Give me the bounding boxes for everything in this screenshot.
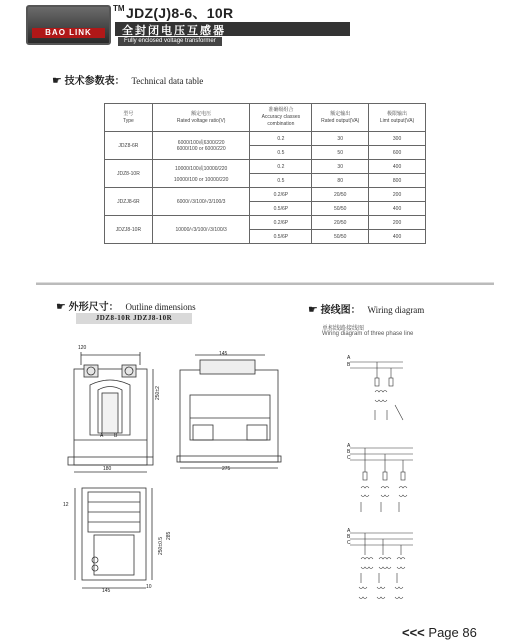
outline-heading-cn: 外形尺寸： <box>68 302 119 313</box>
product-subtitle: Fully enclosed voltage transformer <box>118 37 222 46</box>
wiring2-label-b: B <box>347 449 351 455</box>
dim-side-base: 275 <box>222 466 231 472</box>
wiring-diagram-2 <box>345 440 415 520</box>
cell-accuracy: 0.5 <box>250 174 312 188</box>
dim-side-top: 145 <box>219 351 228 357</box>
tech-data-heading-cn: 技术参数表： <box>64 76 125 87</box>
cell-accuracy: 0.2 <box>250 160 312 174</box>
cell-output: 20/50 <box>312 188 369 202</box>
table-row <box>105 132 426 146</box>
bottom-view-drawing <box>70 480 160 595</box>
wiring3-label-c: C <box>347 540 351 546</box>
cell-ratio: 6000/100或6300/220 6000/100 or 6000/220 <box>152 132 250 160</box>
cell-limit: 200 <box>369 216 426 230</box>
wiring1-label-b: B <box>347 362 351 368</box>
wiring-heading-en: Wiring diagram <box>367 305 425 315</box>
dim-bottom-total: 285 <box>166 531 172 540</box>
table-row <box>105 160 426 174</box>
side-view-drawing <box>175 350 285 475</box>
cell-limit: 300 <box>369 132 426 146</box>
table-header-row <box>105 104 426 132</box>
terminal-b-label: B <box>114 433 118 439</box>
terminal-a-label: A <box>100 433 104 439</box>
cell-output: 30 <box>312 132 369 146</box>
cell-ratio: 10000/100或10000/220 10000/100 or 10000/220 <box>152 160 250 188</box>
wiring3-label-a: A <box>347 528 351 534</box>
cell-limit: 400 <box>369 202 426 216</box>
company-logo <box>26 5 111 45</box>
dim-top-width: 120 <box>78 345 87 351</box>
cell-type: JDZ8-6R <box>105 132 153 160</box>
cell-output: 20/50 <box>312 216 369 230</box>
pointing-hand-icon: ☛ <box>52 75 62 87</box>
dim-front-height: 250±2 <box>155 386 161 400</box>
dim-bottom-left: 12 <box>63 502 69 508</box>
tech-data-heading <box>52 72 203 87</box>
wiring3-label-b: B <box>347 534 351 540</box>
cell-limit: 200 <box>369 188 426 202</box>
wiring-subtitle-cn: 单相线路接线图 <box>322 326 365 332</box>
cell-output: 80 <box>312 174 369 188</box>
cell-type: JDZJ8-6R <box>105 188 153 216</box>
cell-limit: 400 <box>369 160 426 174</box>
cell-limit: 800 <box>369 174 426 188</box>
cell-accuracy: 0.2/6P <box>250 188 312 202</box>
section-divider <box>36 282 494 285</box>
cell-accuracy: 0.5/6P <box>250 202 312 216</box>
table-row <box>105 188 426 202</box>
cell-output: 50/50 <box>312 230 369 244</box>
header-limit-output: 极限输出 Limt output(VA) <box>369 104 426 132</box>
footer-arrows: <<< <box>402 625 425 640</box>
outline-heading-en: Outline dimensions <box>125 302 196 312</box>
cell-accuracy: 0.5/6P <box>250 230 312 244</box>
page-footer <box>402 625 477 640</box>
dim-bottom-base: 145 <box>102 588 111 594</box>
outline-heading <box>56 298 196 313</box>
cell-output: 50/50 <box>312 202 369 216</box>
pointing-hand-icon: ☛ <box>308 304 318 316</box>
dim-bottom-height: 250±0.5 <box>158 536 164 555</box>
front-view-drawing <box>60 345 160 480</box>
product-title: JDZ(J)8-6、10R <box>126 5 234 21</box>
cell-limit: 600 <box>369 146 426 160</box>
header-type: 型号 Type <box>105 104 153 132</box>
cell-accuracy: 0.2/6P <box>250 216 312 230</box>
wiring-heading-cn: 接线图： <box>320 305 361 316</box>
cell-output: 30 <box>312 160 369 174</box>
cell-ratio: 6000/√3/100/√3/100/3 <box>152 188 250 216</box>
cell-type: JDZJ8-10R <box>105 216 153 244</box>
product-title-cn: 全封闭电压互感器 <box>122 25 226 37</box>
cell-ratio: 10000/√3/100/√3/100/3 <box>152 216 250 244</box>
cell-type: JDZ8-10R <box>105 160 153 188</box>
page-number: Page 86 <box>428 625 477 640</box>
logo-text: BAO LINK <box>32 28 105 38</box>
header-rated-output: 额定输出 Rated output(VA) <box>312 104 369 132</box>
dim-front-base: 180 <box>103 466 112 472</box>
cell-output: 50 <box>312 146 369 160</box>
header-rated-voltage: 额定电压 Rated voltage ratio(V) <box>152 104 250 132</box>
cell-limit: 400 <box>369 230 426 244</box>
header-accuracy: 准确级组合 Accuracy classes combination <box>250 104 312 132</box>
wiring2-label-c: C <box>347 455 351 461</box>
outline-models: JDZ8-10R JDZJ8-10R <box>76 313 192 324</box>
trademark-mark: TM <box>113 4 125 13</box>
wiring2-label-a: A <box>347 443 351 449</box>
technical-data-table <box>104 103 426 244</box>
wiring-diagram-3 <box>345 525 415 610</box>
tech-data-heading-en: Technical data table <box>131 76 204 86</box>
wiring1-label-a: A <box>347 355 351 361</box>
wiring-heading <box>308 301 424 316</box>
cell-accuracy: 0.5 <box>250 146 312 160</box>
wiring-diagram-1 <box>345 350 405 425</box>
table-row <box>105 216 426 230</box>
wiring-subtitle-en: Wiring diagram of three phase line <box>322 331 414 337</box>
cell-accuracy: 0.2 <box>250 132 312 146</box>
dim-bottom-right: 10 <box>146 584 152 590</box>
pointing-hand-icon: ☛ <box>56 301 66 313</box>
